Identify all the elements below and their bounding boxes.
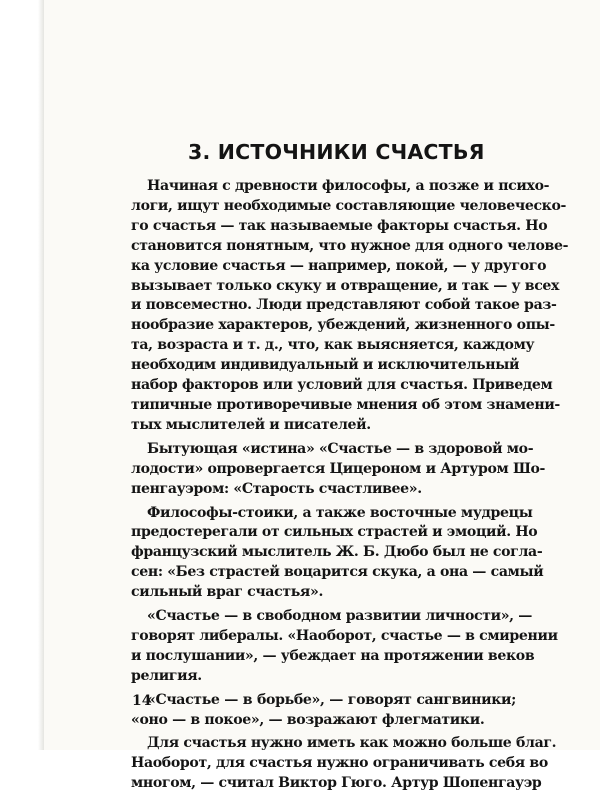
text-line: предостерегали от сильных страстей и эмоций. Но bbox=[131, 524, 538, 541]
text-line: типичные противоречивые мнения об этом знамени- bbox=[131, 396, 560, 413]
text-line: го счастья — так называемые факторы счастья. Но bbox=[131, 217, 548, 234]
text-line: пенгауэром: «Старость счастливее». bbox=[131, 480, 422, 497]
paragraph bbox=[131, 440, 546, 500]
paragraph bbox=[131, 691, 516, 731]
text-line: и послушании», — убеждает на протяжении веков bbox=[131, 647, 535, 664]
body-text bbox=[131, 177, 569, 794]
text-line: тых мыслителей и писателей. bbox=[131, 416, 371, 433]
text-line: «Счастье — в борьбе», — говорят сангвиники; bbox=[147, 691, 516, 708]
paragraph bbox=[131, 734, 557, 794]
text-line: Философы-стоики, а также восточные мудрецы bbox=[147, 504, 533, 521]
text-line: Начиная с древности философы, а позже и психо- bbox=[147, 178, 550, 194]
text-line: Бытующая «истина» «Счастье — в здоровой мо- bbox=[147, 440, 534, 457]
page-number: 14 bbox=[132, 693, 152, 709]
text-line: «оно — в покое», — возражают флегматики. bbox=[131, 711, 485, 728]
paragraph bbox=[131, 607, 558, 687]
text-line: «Счастье — в свободном развитии личности», — bbox=[147, 608, 533, 625]
text-line: та, возраста и т. д., что, как выясняется, каждому bbox=[131, 337, 535, 354]
chapter-title: 3. ИСТОЧНИКИ СЧАСТЬЯ bbox=[188, 140, 485, 164]
text-line: французский мыслитель Ж. Б. Дюбо был не согла- bbox=[131, 544, 543, 561]
text-line: лодости» опровергается Цицероном и Артуром Шо- bbox=[131, 460, 546, 477]
text-line: сильный враг счастья». bbox=[131, 584, 324, 601]
text-line: нообразие характеров, убеждений, жизненного опы- bbox=[131, 317, 555, 334]
text-line: вызывает только скуку и отвращение, и так — у всех bbox=[131, 277, 560, 294]
text-line: многом, — считал Виктор Гюго. Артур Шопенгауэр bbox=[131, 775, 542, 792]
text-line: сен: «Без страстей воцарится скука, а она — самый bbox=[131, 564, 544, 581]
text-line: становится понятным, что нужное для одного челове- bbox=[131, 237, 569, 254]
text-line: ка условие счастья — например, покой, — у другого bbox=[131, 257, 547, 274]
text-line: Наоборот, для счастья нужно ограничивать себя во bbox=[131, 755, 548, 772]
paragraph bbox=[131, 504, 544, 604]
text-line: набор факторов или условий для счастья. Приведем bbox=[131, 377, 553, 394]
text-line: религия. bbox=[131, 667, 202, 684]
text-line: логи, ищут необходимые составляющие человеческо- bbox=[131, 197, 567, 214]
text-line: говорят либералы. «Наоборот, счастье — в смирении bbox=[131, 627, 558, 644]
text-line: Для счастья нужно иметь как можно больше благ. bbox=[147, 735, 557, 752]
text-line: необходим индивидуальный и исключительный bbox=[131, 357, 520, 374]
paragraph bbox=[131, 177, 569, 436]
text-line: и повсеместно. Люди представляют собой такое раз- bbox=[131, 297, 557, 314]
